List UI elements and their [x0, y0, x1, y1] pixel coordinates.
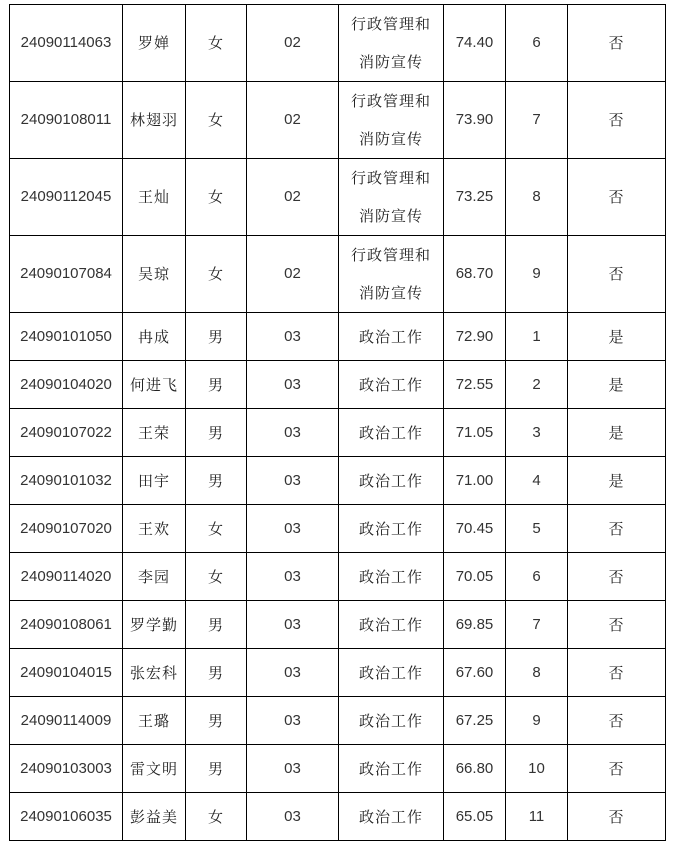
rank-cell: 3: [506, 409, 568, 457]
candidate-id-cell: 24090107022: [10, 409, 123, 457]
position-code-cell: 03: [247, 361, 339, 409]
score-cell: 69.85: [444, 601, 506, 649]
candidate-id-cell: 24090112045: [10, 159, 123, 236]
position-name-cell: [339, 601, 444, 649]
candidate-id-cell: 24090108011: [10, 82, 123, 159]
position-name-cell: [339, 236, 444, 313]
table-row: [10, 361, 666, 409]
table-body: [10, 5, 666, 841]
score-cell: 67.25: [444, 697, 506, 745]
candidate-name-cell: 王灿: [123, 159, 186, 236]
position-name-cell: [339, 553, 444, 601]
table-row: [10, 236, 666, 313]
candidate-name-cell: 冉成: [123, 313, 186, 361]
table-row: [10, 745, 666, 793]
position-code-cell: 03: [247, 697, 339, 745]
gender-cell: 女: [186, 236, 247, 313]
position-name-cell: [339, 457, 444, 505]
interview-cell: 否: [568, 236, 666, 313]
position-code-cell: 02: [247, 82, 339, 159]
candidate-name-cell: 张宏科: [123, 649, 186, 697]
table-row: [10, 793, 666, 841]
position-name-line: 政治工作: [358, 375, 423, 394]
candidate-name-cell: 何进飞: [123, 361, 186, 409]
candidate-id-cell: 24090104015: [10, 649, 123, 697]
rank-cell: 4: [506, 457, 568, 505]
position-code-cell: 02: [247, 5, 339, 82]
candidate-name-cell: 彭益美: [123, 793, 186, 841]
position-name-line: 政治工作: [358, 711, 423, 730]
position-code-cell: 03: [247, 409, 339, 457]
position-name-cell: [339, 649, 444, 697]
interview-cell: 否: [568, 5, 666, 82]
candidate-name-cell: 雷文明: [123, 745, 186, 793]
interview-cell: 否: [568, 553, 666, 601]
position-name-cell: [339, 745, 444, 793]
position-code-cell: 03: [247, 745, 339, 793]
rank-cell: 11: [506, 793, 568, 841]
table-row: [10, 5, 666, 82]
position-name-cell: [339, 361, 444, 409]
position-code-cell: 03: [247, 313, 339, 361]
position-name-line: 政治工作: [358, 663, 423, 682]
position-code-cell: 03: [247, 553, 339, 601]
candidate-name-cell: 王璐: [123, 697, 186, 745]
table-row: [10, 159, 666, 236]
position-name-line: 消防宣传: [358, 284, 423, 302]
position-name-line: 政治工作: [358, 423, 423, 442]
position-name-cell: [339, 5, 444, 82]
position-name-cell: [339, 82, 444, 159]
interview-cell: 否: [568, 649, 666, 697]
interview-cell: 否: [568, 745, 666, 793]
candidate-name-cell: 王荣: [123, 409, 186, 457]
position-name-line: 政治工作: [358, 567, 423, 586]
position-name-line: 消防宣传: [358, 130, 423, 148]
score-cell: 67.60: [444, 649, 506, 697]
gender-cell: 女: [186, 505, 247, 553]
score-cell: 71.00: [444, 457, 506, 505]
position-name-line: 行政管理和: [350, 92, 431, 110]
position-name-line: 政治工作: [358, 615, 423, 634]
rank-cell: 5: [506, 505, 568, 553]
table-row: [10, 409, 666, 457]
candidate-id-cell: 24090114009: [10, 697, 123, 745]
rank-cell: 7: [506, 601, 568, 649]
interview-cell: 否: [568, 601, 666, 649]
table-row: [10, 553, 666, 601]
score-cell: 73.90: [444, 82, 506, 159]
position-code-cell: 02: [247, 159, 339, 236]
rank-cell: 8: [506, 649, 568, 697]
table-row: [10, 697, 666, 745]
rank-cell: 9: [506, 697, 568, 745]
position-name-cell: [339, 505, 444, 553]
position-code-cell: 03: [247, 457, 339, 505]
candidate-name-cell: 李园: [123, 553, 186, 601]
candidate-name-cell: 林翅羽: [123, 82, 186, 159]
candidate-id-cell: 24090104020: [10, 361, 123, 409]
table-row: [10, 457, 666, 505]
table-row: [10, 505, 666, 553]
position-name-cell: [339, 313, 444, 361]
candidate-id-cell: 24090106035: [10, 793, 123, 841]
table-row: [10, 649, 666, 697]
rank-cell: 1: [506, 313, 568, 361]
gender-cell: 男: [186, 745, 247, 793]
position-name-line: 消防宣传: [358, 207, 423, 225]
rank-cell: 7: [506, 82, 568, 159]
candidate-name-cell: 王欢: [123, 505, 186, 553]
gender-cell: 女: [186, 793, 247, 841]
gender-cell: 男: [186, 601, 247, 649]
candidate-name-cell: 田宇: [123, 457, 186, 505]
score-cell: 72.55: [444, 361, 506, 409]
gender-cell: 男: [186, 457, 247, 505]
gender-cell: 女: [186, 159, 247, 236]
position-name-line: 政治工作: [358, 471, 423, 490]
rank-cell: 2: [506, 361, 568, 409]
table-row: [10, 601, 666, 649]
candidate-id-cell: 24090101050: [10, 313, 123, 361]
gender-cell: 男: [186, 409, 247, 457]
interview-cell: 是: [568, 457, 666, 505]
score-cell: 70.05: [444, 553, 506, 601]
position-name-line: 行政管理和: [350, 15, 431, 33]
position-name-line: 政治工作: [358, 759, 423, 778]
score-cell: 72.90: [444, 313, 506, 361]
results-table: [9, 4, 666, 841]
rank-cell: 10: [506, 745, 568, 793]
score-cell: 68.70: [444, 236, 506, 313]
position-code-cell: 03: [247, 649, 339, 697]
gender-cell: 男: [186, 313, 247, 361]
score-cell: 66.80: [444, 745, 506, 793]
interview-cell: 是: [568, 361, 666, 409]
interview-cell: 否: [568, 505, 666, 553]
position-name-line: 行政管理和: [350, 169, 431, 187]
position-name-cell: [339, 159, 444, 236]
position-name-line: 政治工作: [358, 519, 423, 538]
position-code-cell: 03: [247, 601, 339, 649]
position-name-cell: [339, 409, 444, 457]
position-code-cell: 03: [247, 505, 339, 553]
candidate-name-cell: 吴琼: [123, 236, 186, 313]
candidate-name-cell: 罗婵: [123, 5, 186, 82]
rank-cell: 8: [506, 159, 568, 236]
gender-cell: 女: [186, 553, 247, 601]
candidate-id-cell: 24090114063: [10, 5, 123, 82]
gender-cell: 女: [186, 5, 247, 82]
interview-cell: 否: [568, 159, 666, 236]
score-cell: 70.45: [444, 505, 506, 553]
candidate-id-cell: 24090108061: [10, 601, 123, 649]
position-code-cell: 03: [247, 793, 339, 841]
table-row: [10, 82, 666, 159]
position-name-cell: [339, 793, 444, 841]
interview-cell: 否: [568, 697, 666, 745]
position-name-line: 消防宣传: [358, 53, 423, 71]
position-name-cell: [339, 697, 444, 745]
gender-cell: 男: [186, 361, 247, 409]
position-code-cell: 02: [247, 236, 339, 313]
rank-cell: 6: [506, 553, 568, 601]
candidate-id-cell: 24090101032: [10, 457, 123, 505]
table-row: [10, 313, 666, 361]
candidate-id-cell: 24090103003: [10, 745, 123, 793]
score-cell: 74.40: [444, 5, 506, 82]
gender-cell: 男: [186, 697, 247, 745]
score-cell: 73.25: [444, 159, 506, 236]
position-name-line: 行政管理和: [350, 246, 431, 264]
interview-cell: 是: [568, 313, 666, 361]
rank-cell: 6: [506, 5, 568, 82]
rank-cell: 9: [506, 236, 568, 313]
score-cell: 71.05: [444, 409, 506, 457]
gender-cell: 男: [186, 649, 247, 697]
position-name-line: 政治工作: [358, 807, 423, 826]
candidate-id-cell: 24090107020: [10, 505, 123, 553]
position-name-line: 政治工作: [358, 327, 423, 346]
candidate-id-cell: 24090114020: [10, 553, 123, 601]
gender-cell: 女: [186, 82, 247, 159]
interview-cell: 否: [568, 82, 666, 159]
candidate-id-cell: 24090107084: [10, 236, 123, 313]
interview-cell: 是: [568, 409, 666, 457]
candidate-name-cell: 罗学勤: [123, 601, 186, 649]
score-cell: 65.05: [444, 793, 506, 841]
interview-cell: 否: [568, 793, 666, 841]
